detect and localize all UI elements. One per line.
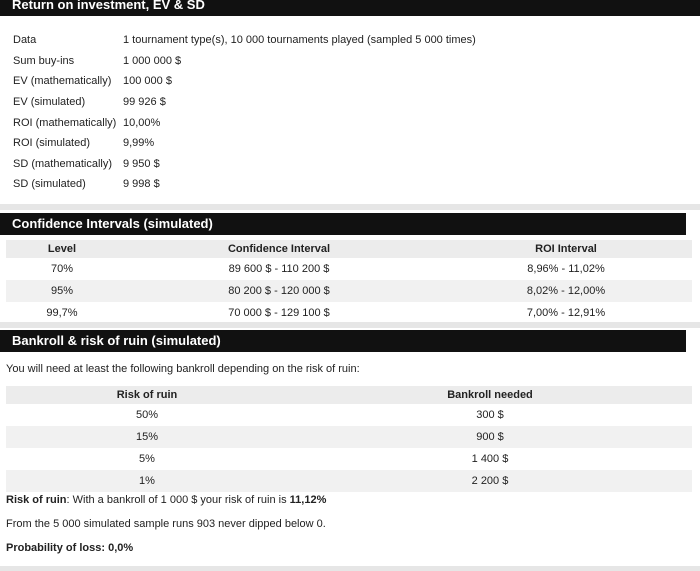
- bankroll-table-wrap: [0, 386, 700, 492]
- roi-row-label: SD (mathematically): [13, 157, 113, 170]
- section-divider: [0, 322, 700, 328]
- ci-level-cell: 99,7%: [46, 307, 78, 319]
- bankroll-needed-cell: 1 400 $: [471, 453, 509, 465]
- bankroll-needed-cell: 900 $: [288, 426, 692, 448]
- risk-of-ruin-cell: 1%: [6, 470, 288, 492]
- roi-title: Return on investment, EV & SD: [0, 0, 700, 16]
- bankroll-intro: You will need at least the following bankroll depending on the risk of ruin:: [6, 363, 360, 375]
- ci-roi-cell: 8,02% - 12,00%: [440, 280, 692, 302]
- bankroll-title: Bankroll & risk of ruin (simulated): [0, 330, 686, 352]
- col-header-risk-of-ruin: Risk of ruin: [6, 386, 288, 404]
- col-header-confidence-interval: Confidence Interval: [118, 240, 440, 258]
- confidence-title: Confidence Intervals (simulated): [0, 213, 686, 235]
- roi-table: [0, 30, 476, 195]
- roi-table-wrap: [0, 30, 700, 195]
- table-row: [6, 448, 692, 470]
- bankroll-needed-cell: 300 $: [476, 409, 504, 421]
- risk-of-ruin-cell: 50%: [135, 409, 159, 421]
- col-header-roi-interval: ROI Interval: [440, 240, 692, 258]
- roi-row: [0, 71, 476, 92]
- roi-section: [0, 0, 700, 16]
- roi-row-label: SD (simulated): [13, 178, 86, 191]
- roi-row-label: ROI (mathematically): [13, 116, 117, 129]
- section-divider: [0, 204, 700, 210]
- bankroll-needed-cell: 2 200 $: [288, 470, 692, 492]
- roi-row-value: 100 000 $: [123, 75, 172, 88]
- roi-row-label: EV (mathematically): [13, 75, 112, 88]
- roi-row-value: 9 998 $: [123, 178, 160, 191]
- roi-row: [0, 30, 476, 51]
- table-row: [6, 470, 692, 492]
- roi-row: [0, 51, 476, 72]
- table-row: [6, 404, 692, 426]
- roi-row: [0, 112, 476, 133]
- table-row: [6, 302, 692, 324]
- table-row: [6, 426, 692, 448]
- bankroll-table: [6, 386, 692, 492]
- probability-of-loss-label: Probability of loss: [6, 542, 102, 554]
- col-header-bankroll-needed: Bankroll needed: [288, 386, 692, 404]
- confidence-table: [6, 240, 692, 324]
- risk-of-ruin-summary: [6, 494, 326, 506]
- ci-interval-cell: 80 200 $ - 120 000 $: [118, 280, 440, 302]
- col-header-level: Level: [6, 240, 118, 258]
- risk-of-ruin-text: : With a bankroll of 1 000 $ your risk of ruin is: [66, 494, 290, 506]
- risk-of-ruin-value: 11,12%: [289, 494, 327, 506]
- probability-of-loss-sep: :: [101, 542, 109, 554]
- roi-row-value: 99 926 $: [123, 96, 166, 109]
- ci-interval-cell: 89 600 $ - 110 200 $: [228, 263, 330, 275]
- roi-row: [0, 154, 476, 175]
- ci-roi-cell: 7,00% - 12,91%: [526, 307, 606, 319]
- probability-of-loss-value: 0,0%: [108, 542, 134, 554]
- ci-level-cell: 95%: [6, 280, 118, 302]
- bankroll-section: [0, 330, 700, 352]
- table-row: [6, 258, 692, 280]
- ci-interval-cell: 70 000 $ - 129 100 $: [228, 307, 330, 319]
- roi-row-value: 10,00%: [123, 116, 161, 129]
- roi-row-value: 9,99%: [123, 137, 155, 150]
- roi-row: [0, 92, 476, 113]
- roi-row-label: EV (simulated): [13, 96, 86, 109]
- roi-row-value: 1 tournament type(s), 10 000 tournaments played (sampled 5 000 times): [123, 34, 476, 47]
- roi-row: [0, 133, 476, 154]
- section-divider: [0, 566, 700, 571]
- roi-row-value: 1 000 000 $: [123, 54, 182, 67]
- risk-of-ruin-cell: 5%: [139, 453, 155, 465]
- table-row: [6, 280, 692, 302]
- confidence-section: [0, 213, 700, 324]
- roi-row: [0, 174, 476, 195]
- roi-row-label: ROI (simulated): [13, 137, 91, 150]
- ci-roi-cell: 8,96% - 11,02%: [527, 263, 605, 275]
- risk-of-ruin-label: Risk of ruin: [6, 494, 67, 506]
- roi-row-value: 9 950 $: [123, 157, 160, 170]
- risk-of-ruin-cell: 15%: [6, 426, 288, 448]
- ci-level-cell: 70%: [50, 263, 74, 275]
- simulated-runs-text: From the 5 000 simulated sample runs 903 never dipped below 0.: [6, 518, 326, 530]
- probability-of-loss: [6, 542, 133, 554]
- roi-row-label: Sum buy-ins: [13, 54, 75, 67]
- roi-row-label: Data: [13, 34, 37, 47]
